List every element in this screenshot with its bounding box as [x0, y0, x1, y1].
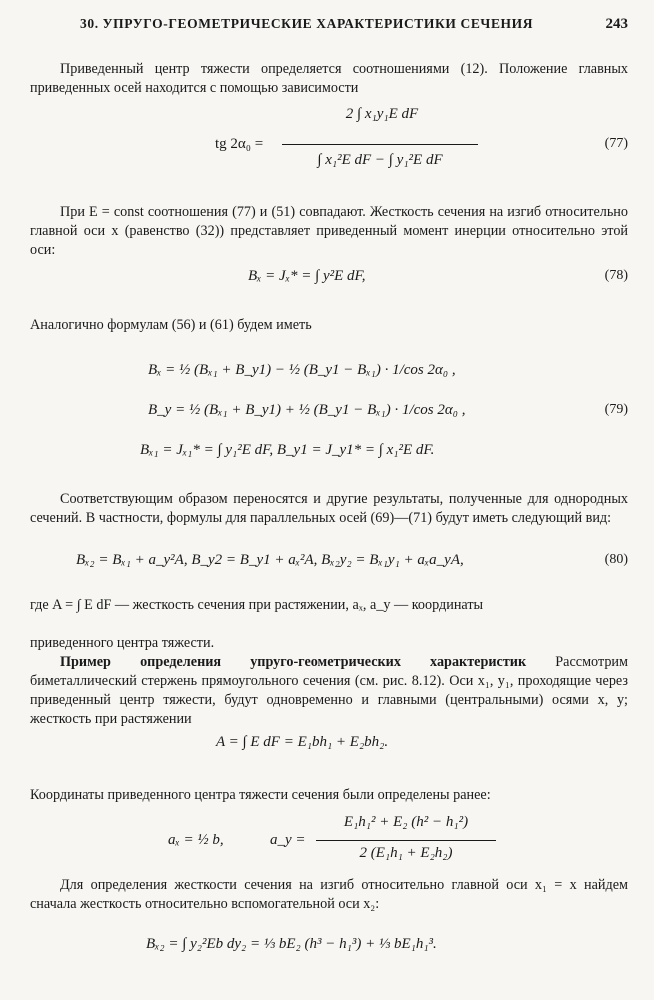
equation-A — [30, 726, 628, 766]
paragraph-4: Соответствующим образом переносятся и другие результаты, полученные для однородных сечений. В частности, формулы для параллельных осей (69)—(71) будут иметь следующий вид: — [30, 491, 628, 526]
eq78-body: Bₓ = Jₓ* = ∫ y²E dF, — [248, 268, 366, 284]
paragraph-8: Для определения жесткости сечения на изгиб относительно главной оси x₁ = x найдем сначала жесткость относительно вспомогательной оси x₂: — [30, 877, 628, 912]
eq77-denominator: ∫ x₁²E dF − ∫ y₁²E dF — [317, 152, 443, 168]
example-heading: Пример определения упруго-геометрических характеристик — [60, 654, 527, 670]
eqA-body: A = ∫ E dF = E₁bh₁ + E₂bh₂. — [216, 734, 389, 750]
equation-79 — [30, 350, 628, 480]
running-title: 30. УПРУГО-ГЕОМЕТРИЧЕСКИЕ ХАРАКТЕРИСТИКИ СЕЧЕНИЯ — [80, 16, 534, 31]
equation-78 — [30, 262, 628, 302]
paragraph-2: При E = const соотношения (77) и (51) совпадают. Жесткость сечения на изгиб относительно главной оси x (равенство (32)) представляет приведенный момент инерции относительно этой оси: — [30, 204, 628, 258]
eq-ay-fraction-bar — [316, 840, 496, 841]
eq-ay-numerator: E₁h₁² + E₂ (h² − h₁²) — [343, 814, 469, 830]
eqBx2-body: Bₓ₂ = ∫ y₂²Eb dy₂ = ⅓ bE₂ (h³ − h₁³) + ⅓ bE₁h₁³. — [146, 936, 437, 952]
paragraph-5b: приведенного центра тяжести. — [30, 635, 215, 651]
paragraph-6 — [30, 653, 628, 729]
running-header — [60, 16, 628, 36]
eq79-line-1: Bₓ = ½ (Bₓ₁ + B_y1) − ½ (B_y1 − Bₓ₁) · 1/cos 2α₀ , — [148, 362, 456, 378]
eq80-body: Bₓ₂ = Bₓ₁ + a_y²A, B_y2 = B_y1 + aₓ²A, Bₓ₂y₂ = Bₓ₁y₁ + aₓa_yA, — [76, 552, 464, 568]
eq77-lhs: tg 2α₀ = — [215, 136, 264, 152]
eq79-number: (79) — [604, 402, 628, 417]
equation-77 — [30, 102, 628, 190]
eq-ax: aₓ = ½ b, — [168, 832, 224, 848]
eq78-number: (78) — [604, 268, 628, 283]
eq-ay-denominator: 2 (E₁h₁ + E₂h₂) — [359, 845, 453, 861]
paragraph-3: Аналогично формулам (56) и (61) будем иметь — [30, 317, 312, 333]
eq80-number: (80) — [604, 552, 628, 567]
paragraph-5a: где A = ∫ E dF — жесткость сечения при растяжении, aₓ, a_y — координаты — [30, 597, 484, 613]
eq77-number: (77) — [604, 136, 628, 151]
paragraph-6-body: Рассмотрим биметаллический стержень прямоугольного сечения (см. рис. 8.12). Оси x₁, y₁, проходящие через приведенный центр тяжести, будут одновременно и главными (центральными) осями x, y; жесткость при растяжении — [30, 654, 628, 727]
eq77-fraction-bar — [282, 144, 478, 145]
equation-center-coords — [30, 812, 628, 876]
eq77-numerator: 2 ∫ x₁y₁E dF — [345, 106, 419, 122]
paragraph-1: Приведенный центр тяжести определяется соотношениями (12). Положение главных приведенных осей находится с помощью зависимости — [30, 61, 628, 96]
eq79-line-2: B_y = ½ (Bₓ₁ + B_y1) + ½ (B_y1 − Bₓ₁) · 1/cos 2α₀ , — [148, 402, 466, 418]
equation-Bx2 — [30, 924, 628, 974]
eq79-line-3: Bₓ₁ = Jₓ₁* = ∫ y₁²E dF, B_y1 = J_y1* = ∫ x₁²E dF. — [140, 442, 435, 458]
eq-ay-lhs: a_y = — [270, 832, 306, 848]
equation-80 — [30, 548, 628, 582]
page-number: 243 — [605, 16, 628, 32]
paragraph-7: Координаты приведенного центра тяжести сечения были определены ранее: — [30, 787, 491, 803]
